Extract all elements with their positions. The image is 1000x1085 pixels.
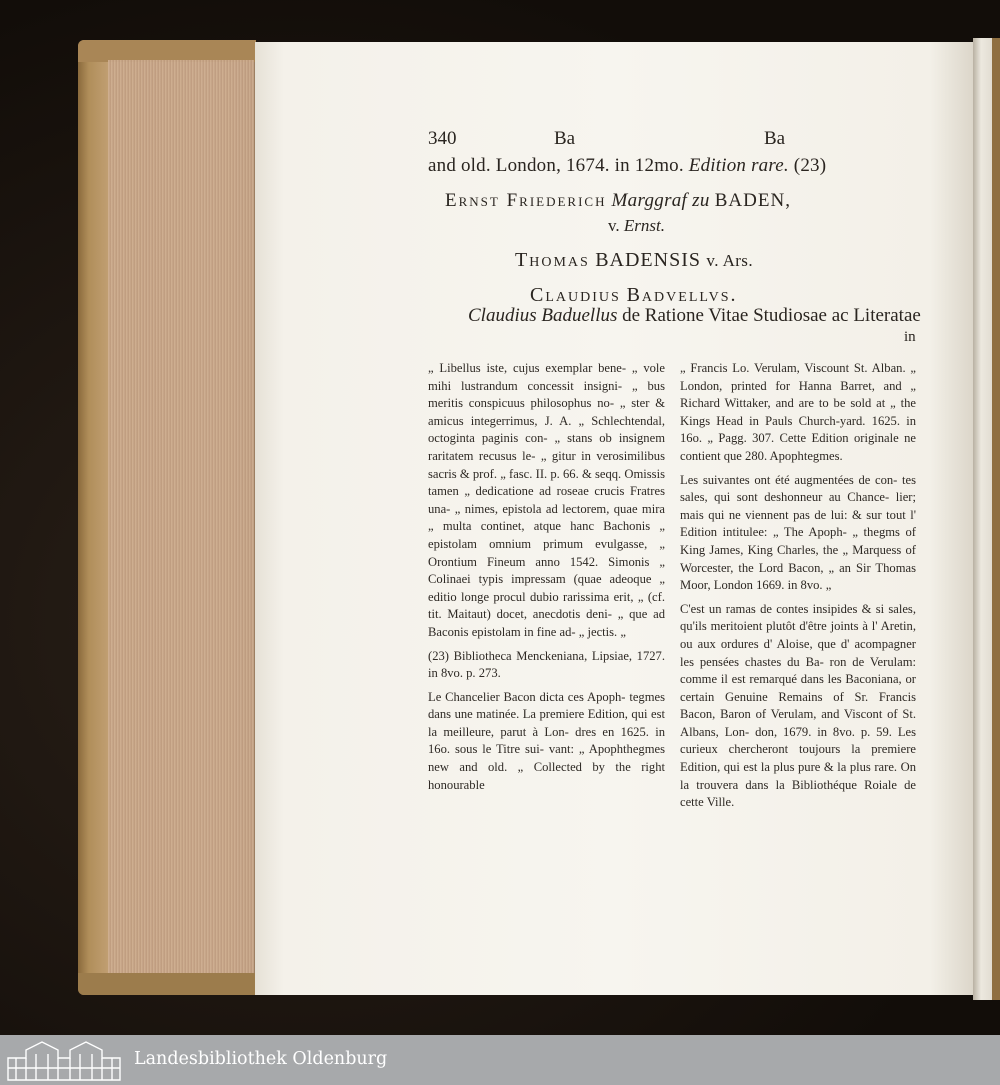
running-head-left: Ba	[554, 128, 576, 149]
library-building-icon	[6, 1038, 122, 1082]
cover-bottom-edge	[78, 973, 256, 995]
running-head	[428, 128, 916, 154]
page-number: 340	[428, 128, 457, 149]
entry-title-line: Claudius Baduellus de Ratione Vitae Studiosae ac Literatae	[468, 305, 921, 326]
paragraph: Les suivantes ont été augmentées de con- tes sales, qui sont deshonneur au Chance- lier; mais qui ne viennent pas de lui: & sur tout l' Edition intitulee: „ The Apoph- „ thegms of King James, King Charles, the „ Marquess of Worcester, the Lord Bacon, „ an Sir Thomas Moor, London 1669. in 8vo. „	[680, 472, 916, 593]
paragraph: „ Libellus iste, cujus exemplar bene- „ vole mihi lustrandum concessit insigni- „ bus meritis conspicuus philosophus no- „ ster & amicus integerrimus, J. A. „ Schlechtendal, octoginta paginis con- „ stans ob insignem raritatem recusus le- „ gitur in verosimilibus sacris & prof. „ fasc. II. p. 66. & seqq. Omissis tamen „ dedicatione ad roseae crucis Fratres una- „ nimes, epistola ad lectorem, quae mira „ multa continet, atque hanc Bachonis „ epistolam omnium primum evulgasse, „ Orontium Fineum anno 1542. Simonis „ Colinaei typis impressam (quae adeoque „ editio longe procul dubio rarissima erit, „ (cf. tit. Maitaut) docet, anecdotis deni- „ que ad Baconis epistolam in fine ad- „ jectis. „	[428, 361, 665, 639]
entry-heading-badvellvs: Claudius Badvellvs.	[530, 284, 738, 306]
entry-heading-badensis: Thomas BADENSIS v. Ars.	[515, 249, 753, 271]
left-column	[428, 360, 665, 800]
library-name: Landesbibliothek Oldenburg	[134, 1049, 388, 1069]
footer-bar	[0, 1035, 1000, 1085]
entry-crossref-ernst: v. Ernst.	[608, 216, 665, 235]
cover-top-edge	[78, 40, 256, 62]
paragraph: (23) Bibliotheca Menckeniana, Lipsiae, 1727. in 8vo. p. 273.	[428, 648, 665, 681]
right-column	[680, 360, 916, 818]
paragraph: Le Chancelier Bacon dicta ces Apoph- tegmes dans une matinée. La premiere Edition, qui est la meilleure, parut à Lon- dres en 1625. in 16o. sous le Titre sui- vant: „ Apophthegmes new and old. „ Collected by the right honourable	[428, 689, 665, 792]
paragraph: C'est un ramas de contes insipides & si sales, qu'ils meritoient plutôt d'être joints à l' Aretin, ou aux ordures d' Aloise, que d' acompagner les pensées chastes du Ba- ron de Verulam: comme il est remarqué dans les Baconiana, or certain Genuine Remains of Sr. Francis Bacon, Baron of Verulam, and Viscont of St. Albans, Lon- don, 1679. in 8vo. p. 59. Les curieux chercheront toujours la premiere Edition, qui est la plus pure & la plus rare. On la trouvera dans la Bibliothéque Roiale de cette Ville.	[680, 601, 916, 810]
entry-title-continuation: in	[904, 329, 916, 345]
running-head-right: Ba	[764, 128, 786, 149]
entry-heading-baden: Ernst Friederich Marggraf zu BADEN,	[445, 190, 791, 211]
book-page-edges	[78, 40, 256, 995]
continued-line: and old. London, 1674. in 12mo. Edition rare. (23)	[428, 155, 827, 176]
facing-page-edge	[973, 38, 1000, 1000]
page-edges-texture	[108, 60, 254, 975]
paragraph: „ Francis Lo. Verulam, Viscount St. Alban. „ London, printed for Hanna Barret, and „ Richard Wittaker, and are to be sold at „ the Kings Head in Pauls Church-yard. 1625. in 16o. „ Pagg. 307. Cette Edition originale ne contient que 280. Apophtegmes.	[680, 361, 916, 463]
